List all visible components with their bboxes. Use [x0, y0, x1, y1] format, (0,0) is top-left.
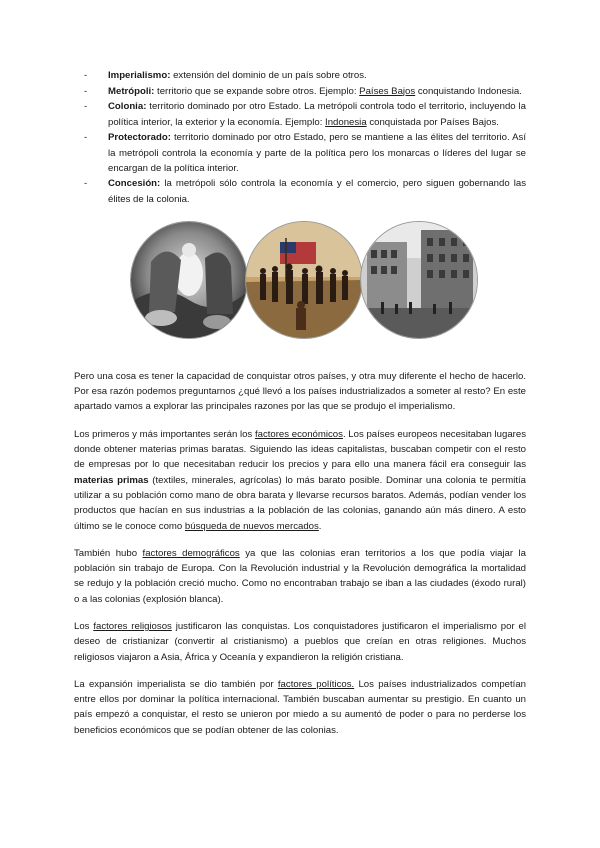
document-content	[74, 68, 526, 750]
paragraph-religious-factors: Los factores religiosos justificaron las conquistas. Los conquistadores justificaron el imperialismo por el deseo de cristianizar (convertir al cristianismo) a pueblos que creían en otras religiones. Muchos religiosos viajaron a Asia, África y Oceanía y expandieron la religión cristiana.	[74, 620, 526, 663]
painting-image-left	[130, 221, 248, 339]
bold-text: materias primas	[74, 474, 149, 486]
street-photo-image-right	[360, 221, 478, 339]
definition-metropoli: - Metrópoli: territorio que se expande sobre otros. Ejemplo: Países Bajos conquistando Indonesia.	[84, 85, 522, 97]
term: Metrópoli:	[108, 85, 155, 97]
paragraph-economic-factors: Los primeros y más importantes serán los factores económicos. Los países europeos necesitaban lugares donde obtener materias primas baratas. Siguiendo las ideas capitalistas, buscaban competir con el resto de empresas por lo que necesitaban reducir los precios y para ello una manera fácil era conseguir las materias primas (textiles, minerales, agrícolas) lo más barato posible. Dominar una colonia te permitía utilizar a su población como mano de obra barata y llevarse recursos baratos. Además, podían vender los productos que hacían en sus industrias a la población de las colonias, ganando aún más dinero. A esto último se le conoce como búsqueda de nuevos mercados.	[74, 428, 527, 532]
term: Protectorado:	[108, 132, 171, 144]
definition-protectorado: - Protectorado: territorio dominado por otro Estado, pero se mantiene a las élites del territorio. Así la metrópoli controla la economía y parte de la política pero los monarcas o líderes del lugar se encargan de la política interior.	[84, 132, 527, 174]
underlined-text: factores religiosos	[93, 620, 172, 632]
definition-imperialismo: - Imperialismo: extensión del dominio de un país sobre otros.	[84, 70, 367, 81]
term: Concesión:	[108, 178, 161, 190]
definition-concesion: - Concesión: la metrópoli sólo controla la economía y el comercio, pero siguen gobernando las élites de la colonia.	[84, 178, 526, 205]
term: Imperialismo:	[108, 70, 171, 81]
definition-colonia: - Colonia: territorio dominado por otro Estado. La metrópoli controla todo el territorio, incluyendo la política interior, la exterior y la economía. Ejemplo: Indonesia conquistada por Países Bajos.	[84, 101, 526, 128]
underlined-text: Países Bajos	[359, 85, 416, 97]
historical-images-row	[74, 221, 526, 339]
term: Colonia:	[108, 101, 147, 113]
underlined-text: factores económicos	[254, 428, 343, 440]
definitions-list	[74, 68, 526, 207]
parade-flag-image-center	[245, 221, 363, 339]
underlined-text: búsqueda de nuevos mercados	[184, 520, 319, 532]
underlined-text: Indonesia	[325, 116, 367, 128]
paragraph-political-factors: La expansión imperialista se dio también por factores políticos. Los países industrializados competían entre ellos por dominar la política internacional. También buscaban aumentar su prestigio. En cuanto un país empezó a conquistar, el resto se unieron por miedo a su aumentó de poder o para no perderse los beneficios económicos que se podían obtener de las colonias.	[74, 678, 526, 736]
paragraph-demographic-factors: También hubo factores demográficos ya que las colonias eran territorios a los que podía viajar la población sin trabajo de Europa. Con la Revolución industrial y la Revolución demográfica la mortalidad se redujo y la población creció mucho. Como no encontraban trabajo se iban a las ciudades (éxodo rural) o a las colonias (explosión blanca).	[74, 547, 526, 605]
underlined-text: factores políticos.	[277, 678, 355, 690]
underlined-text: factores demográficos	[142, 547, 240, 559]
paragraph-intro: Pero una cosa es tener la capacidad de conquistar otros países, y otra muy diferente el hecho de hacerlo. Por esa razón podemos preguntarnos ¿qué llevó a los países industrializados a someter al resto? En este apartado vamos a explorar las principales razones por las que se produjo el imperialismo.	[74, 370, 526, 413]
